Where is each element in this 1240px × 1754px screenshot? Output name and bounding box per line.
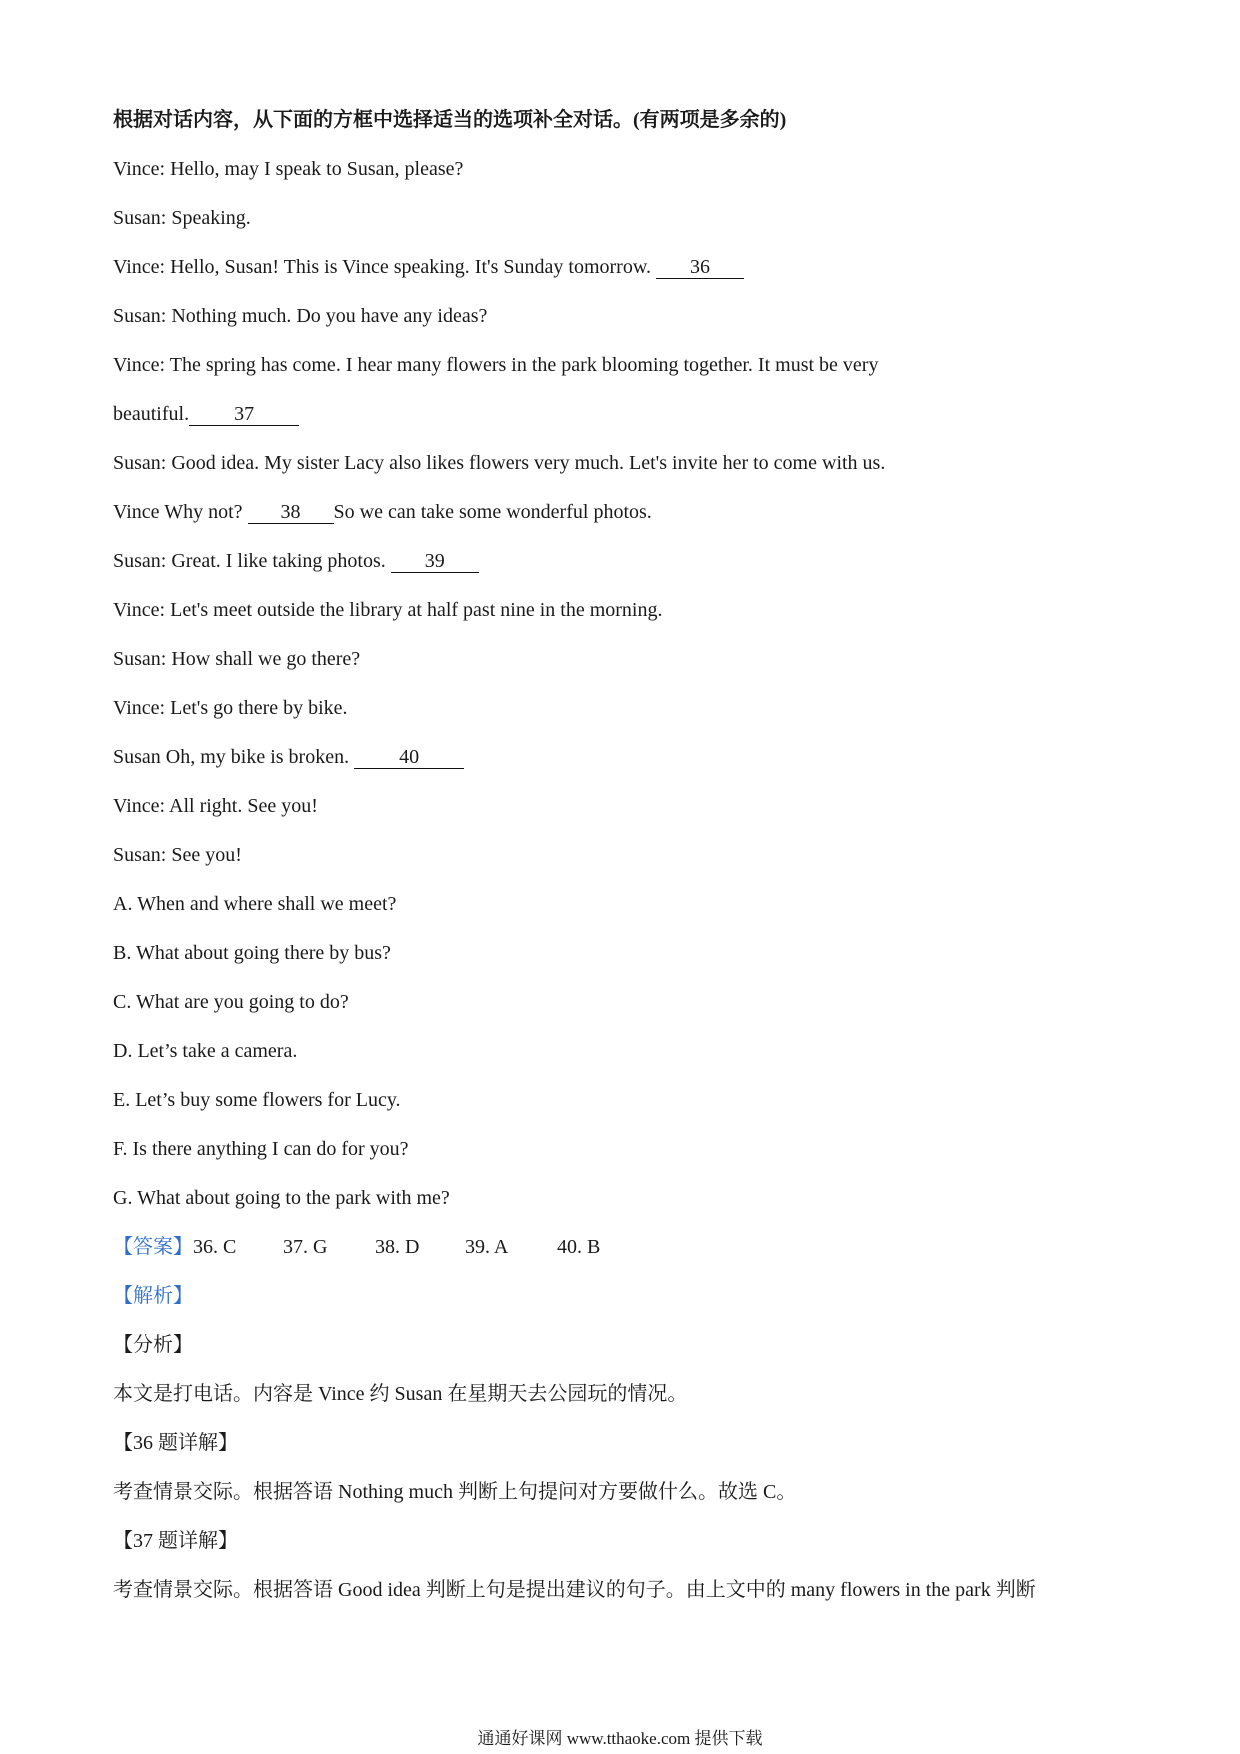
dialogue-text-after: So we can take some wonderful photos. [333, 501, 652, 523]
dialogue-line-13 [113, 744, 464, 770]
option-e: E. Let’s buy some flowers for Lucy. [113, 1089, 401, 1111]
q37-explanation: 考查情景交际。根据答语 Good idea 判断上句是提出建议的句子。由上文中的 many flowers in the park 判断 [113, 1579, 1036, 1601]
dialogue-text: Susan Oh, my bike is broken. [113, 746, 355, 768]
dialogue-line-14: Vince: All right. See you! [113, 795, 318, 817]
answer-item: 36. C [193, 1236, 237, 1258]
dialogue-line-6 [113, 401, 299, 427]
dialogue-line-10: Vince: Let's meet outside the library at half past nine in the morning. [113, 599, 663, 621]
dialogue-line-9 [113, 548, 479, 574]
dialogue-line-8 [113, 499, 652, 525]
option-b: B. What about going there by bus? [113, 942, 391, 964]
dialogue-line-5: Vince: The spring has come. I hear many flowers in the park blooming together. It must be very [113, 354, 879, 376]
dialogue-line-2: Susan: Speaking. [113, 207, 251, 229]
dialogue-line-11: Susan: How shall we go there? [113, 648, 361, 670]
q36-heading: 【36 题详解】 [113, 1432, 238, 1454]
dialogue-line-7: Susan: Good idea. My sister Lacy also likes flowers very much. Let's invite her to come with us. [113, 452, 886, 474]
option-f: F. Is there anything I can do for you? [113, 1138, 409, 1160]
blank-40: 40 [354, 746, 464, 769]
option-a: A. When and where shall we meet? [113, 893, 397, 915]
option-c: C. What are you going to do? [113, 991, 349, 1013]
blank-39: 39 [391, 550, 479, 573]
dialogue-text: Susan: Great. I like taking photos. [113, 550, 391, 572]
blank-38: 38 [248, 501, 334, 524]
dialogue-line-12: Vince: Let's go there by bike. [113, 697, 348, 719]
dialogue-line-3 [113, 254, 744, 280]
fenxi-heading: 【分析】 [113, 1334, 193, 1356]
dialogue-line-4: Susan: Nothing much. Do you have any ideas? [113, 305, 488, 327]
answer-row [113, 1234, 600, 1260]
dialogue-text: Vince: Hello, Susan! This is Vince speaking. It's Sunday tomorrow. [113, 256, 656, 278]
option-g: G. What about going to the park with me? [113, 1187, 450, 1209]
answer-item: 39. A [465, 1236, 509, 1258]
dialogue-line-1: Vince: Hello, may I speak to Susan, please? [113, 158, 464, 180]
dialogue-text: beautiful. [113, 403, 190, 425]
q37-heading: 【37 题详解】 [113, 1530, 238, 1552]
answer-item: 40. B [557, 1236, 601, 1258]
dialogue-line-15: Susan: See you! [113, 844, 242, 866]
instruction: 根据对话内容，从下面的方框中选择适当的选项补全对话。(有两项是多余的) [113, 109, 787, 131]
analysis-summary: 本文是打电话。内容是 Vince 约 Susan 在星期天去公园玩的情况。 [113, 1383, 688, 1405]
answer-item: 38. D [375, 1236, 420, 1258]
q36-explanation: 考查情景交际。根据答语 Nothing much 判断上句提问对方要做什么。故选 C。 [113, 1481, 797, 1503]
blank-36: 36 [656, 256, 744, 279]
answer-item: 37. G [283, 1236, 328, 1258]
footer-watermark: 通通好课网 www.tthaoke.com 提供下载 [477, 1729, 763, 1748]
jiexi-heading: 【解析】 [113, 1285, 193, 1307]
answer-label: 【答案】 [113, 1236, 193, 1258]
option-d: D. Let’s take a camera. [113, 1040, 298, 1062]
dialogue-text: Vince Why not? [113, 501, 248, 523]
blank-37: 37 [189, 403, 299, 426]
